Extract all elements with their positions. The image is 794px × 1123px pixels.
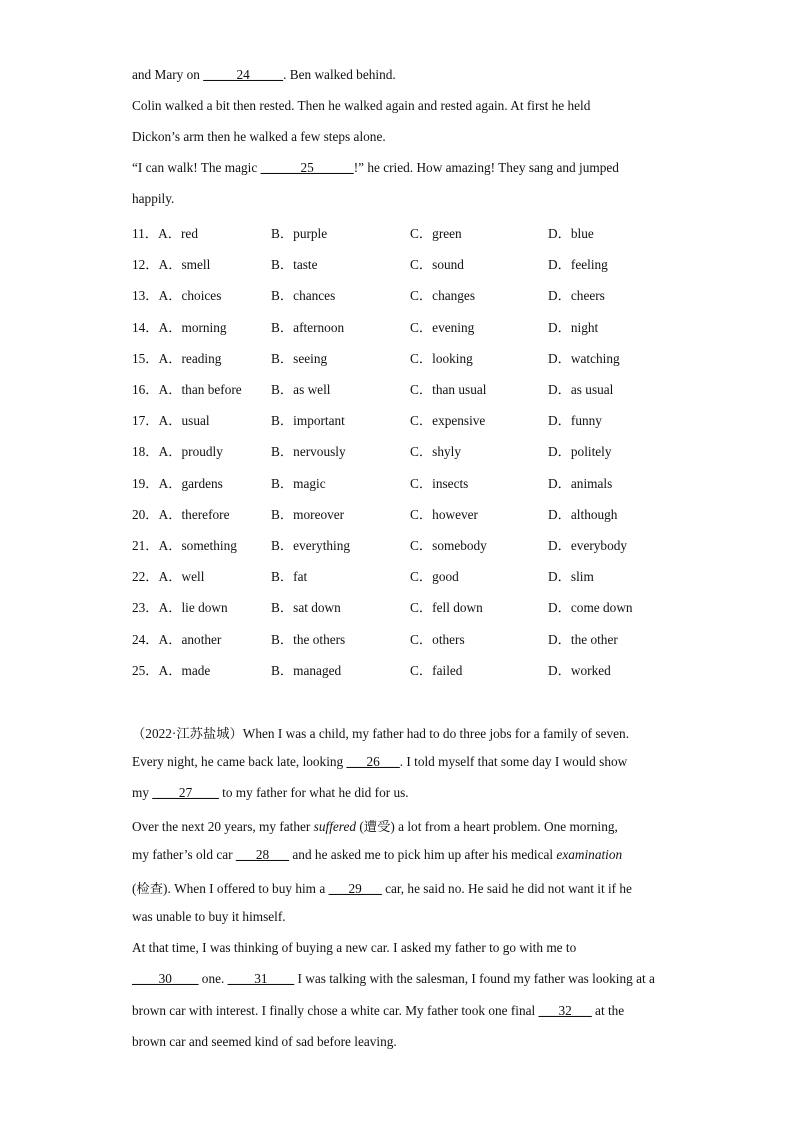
option-c: C．expensive [410, 413, 486, 429]
passage2-line-8: At that time, I was thinking of buying a new car. I asked my father to go with me to [132, 940, 577, 955]
option-d: D．watching [548, 350, 620, 366]
option-b: B．the others [271, 631, 346, 647]
question-number: 24． [132, 631, 159, 647]
option-c: C．evening [410, 319, 475, 335]
passage2-line-1: （2022·江苏盐城）When I was a child, my father had to do three jobs for a family of seven. [132, 726, 630, 741]
option-b: B．fat [271, 569, 308, 585]
option-d: D．worked [548, 662, 611, 678]
option-a: A．gardens [158, 475, 223, 491]
passage1-line-5: happily. [132, 191, 175, 206]
blank-32: ___32___ [538, 1003, 592, 1018]
blank-27: ____27____ [152, 785, 219, 800]
option-d: D．politely [548, 444, 612, 460]
question-number-and-option-a [132, 348, 221, 367]
option-a: A．than before [158, 382, 242, 397]
question-number: 17． [132, 413, 159, 429]
option-b: B．afternoon [271, 319, 345, 335]
option-a: A．smell [158, 257, 211, 273]
option-a: A．reading [158, 350, 222, 366]
question-number: 25． [132, 662, 159, 678]
question-number-and-option-a [132, 223, 198, 242]
question-number-and-option-a [132, 410, 210, 429]
passage2-line-9: ____30____ one. ____31____ I was talking with the salesman, I found my father was looking at a [132, 971, 655, 986]
option-c: C．others [410, 631, 465, 647]
question-number-and-option-a [132, 285, 221, 304]
question-number-and-option-a [132, 441, 223, 460]
option-c: C．changes [410, 288, 475, 304]
question-number-and-option-a [132, 317, 227, 336]
option-a: A．morning [158, 319, 227, 335]
option-a: A．lie down [158, 600, 228, 616]
option-c: C．somebody [410, 538, 487, 553]
passage2-line-2: Every night, he came back late, looking ___26___. I told myself that some day I would show [132, 754, 628, 769]
italic-word-examination: examination [556, 847, 623, 862]
blank-28: ___28___ [235, 847, 290, 862]
option-d: D．come down [548, 600, 633, 616]
option-b: B．nervously [271, 444, 346, 460]
option-c: C．than usual [410, 382, 487, 397]
option-d: D．slim [548, 569, 594, 585]
question-number-and-option-a [132, 379, 242, 398]
question-number: 14． [132, 319, 159, 335]
passage1-line-2: Colin walked a bit then rested. Then he walked again and rested again. At first he held [132, 98, 591, 113]
question-number-and-option-a [132, 629, 221, 648]
passage2-line-3: my ____27____ to my father for what he did for us. [132, 785, 409, 800]
option-d: D．feeling [548, 257, 608, 273]
option-b: B．magic [271, 475, 326, 491]
option-c: C．looking [410, 350, 473, 366]
question-number: 13． [132, 288, 159, 304]
passage1-line-1: and Mary on _____24_____. Ben walked behind. [132, 67, 396, 82]
option-d: D．everybody [548, 538, 628, 553]
option-b: B．managed [271, 662, 342, 678]
question-number: 12． [132, 257, 159, 273]
blank-25: ______25______ [260, 160, 354, 175]
option-d: D．cheers [548, 288, 605, 304]
option-c: C．green [410, 226, 462, 241]
question-number: 18． [132, 444, 159, 460]
option-b: B．seeing [271, 350, 328, 366]
blank-30: ____30____ [132, 971, 199, 986]
option-b: B．as well [271, 382, 331, 397]
option-c: C．insects [410, 475, 469, 491]
option-b: B．moreover [271, 506, 345, 522]
passage1-line-3: Dickon’s arm then he walked a few steps alone. [132, 129, 386, 144]
option-a: A．red [158, 226, 198, 241]
question-number: 16． [132, 382, 159, 397]
option-c: C．fell down [410, 600, 483, 616]
passage2-line-4: Over the next 20 years, my father suffered (遭受) a lot from a heart problem. One morning, [132, 819, 618, 834]
question-number: 21． [132, 538, 159, 553]
blank-29: ___29___ [328, 881, 382, 896]
passage2-line-7: was unable to buy it himself. [132, 909, 286, 924]
option-b: B．purple [271, 226, 328, 241]
option-c: C．shyly [410, 444, 461, 460]
option-d: D．the other [548, 631, 618, 647]
blank-26: ___26___ [346, 754, 400, 769]
question-number: 22． [132, 569, 159, 585]
option-a: A．something [158, 538, 237, 553]
question-number: 11． [132, 226, 159, 241]
option-b: B．important [271, 413, 345, 429]
option-c: C．good [410, 569, 459, 585]
passage2-line-11: brown car and seemed kind of sad before leaving. [132, 1034, 397, 1049]
italic-word-suffered: suffered [313, 819, 357, 834]
question-number-and-option-a [132, 473, 223, 492]
passage2-line-5: my father’s old car ___28___ and he asked me to pick him up after his medical examination [132, 847, 623, 862]
option-b: B．sat down [271, 600, 341, 616]
option-a: A．another [158, 631, 222, 647]
option-b: B．everything [271, 538, 351, 553]
option-d: D．as usual [548, 382, 614, 397]
question-number-and-option-a [132, 504, 229, 523]
option-a: A．made [158, 662, 211, 678]
passage2-line-6: (检查). When I offered to buy him a ___29___ car, he said no. He said he did not want it if he [132, 881, 632, 896]
question-number-and-option-a [132, 535, 237, 554]
option-a: A．choices [158, 288, 222, 304]
question-number: 20． [132, 506, 159, 522]
option-a: A．well [158, 569, 205, 585]
option-d: D．animals [548, 475, 613, 491]
question-number-and-option-a [132, 566, 204, 585]
option-a: A．proudly [158, 444, 223, 460]
option-d: D．night [548, 319, 599, 335]
option-d: D．funny [548, 413, 602, 429]
option-c: C．sound [410, 257, 464, 273]
question-number: 23． [132, 600, 159, 616]
passage1-line-4: “I can walk! The magic ______25______!” he cried. How amazing! They sang and jumped [132, 160, 619, 175]
question-number-and-option-a [132, 597, 228, 616]
option-c: C．however [410, 506, 478, 522]
passage2-line-10: brown car with interest. I finally chose a white car. My father took one final ___32___ at the [132, 1003, 625, 1018]
option-b: B．taste [271, 257, 318, 273]
question-number: 15． [132, 350, 159, 366]
blank-31: ____31____ [227, 971, 295, 986]
blank-24: _____24_____ [203, 67, 284, 82]
option-c: C．failed [410, 662, 463, 678]
option-b: B．chances [271, 288, 336, 304]
question-number-and-option-a [132, 254, 210, 273]
question-number-and-option-a [132, 660, 210, 679]
option-d: D．blue [548, 226, 594, 241]
question-number: 19． [132, 475, 159, 491]
option-d: D．although [548, 506, 618, 522]
option-a: A．therefore [158, 506, 230, 522]
option-a: A．usual [158, 413, 210, 429]
